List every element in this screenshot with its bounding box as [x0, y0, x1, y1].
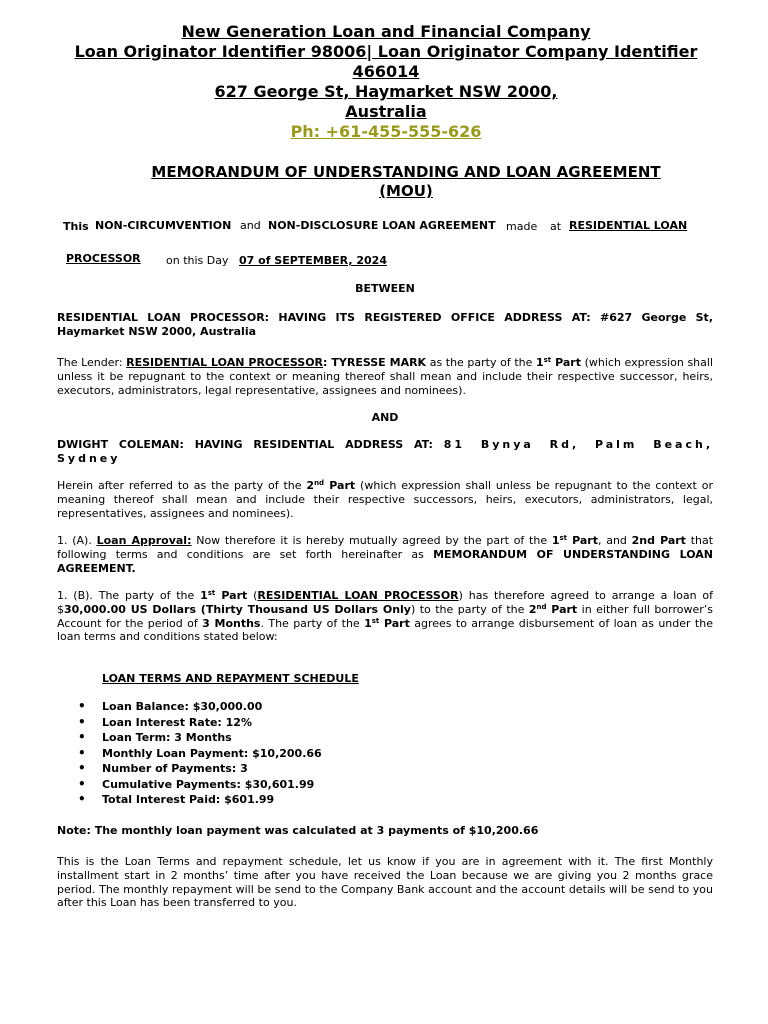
lender-rest: (which expression shall unless it be repugnant to the context or meaning thereof shall mean and include their respective successor, heirs, executors, administrators, legal representative, assignees and nominees). — [57, 356, 714, 397]
clause-b-number: 1. (B). The party of the — [57, 589, 201, 602]
clause-b-ordinal-2-suffix: nd — [536, 602, 547, 611]
herein-ordinal: 2 — [306, 479, 315, 492]
clause-a-ordinal: 1 — [551, 534, 560, 547]
schedule-title: LOAN TERMS AND REPAYMENT SCHEDULE — [102, 672, 359, 685]
clause-b-ordinal-3-suffix: st — [371, 616, 380, 625]
agreement-date: 07 of SEPTEMBER, 2024 — [239, 254, 387, 267]
intro-at: at — [550, 220, 562, 233]
intro-non-disclosure: NON-DISCLOSURE LOAN AGREEMENT — [268, 219, 496, 232]
letterhead — [40, 22, 732, 142]
bullet-icon: • — [78, 792, 86, 806]
lender-mid: as the party of the — [426, 356, 536, 369]
lender-prefix: The Lender: — [57, 356, 127, 369]
lender-paragraph — [57, 356, 713, 397]
lender-colon: : — [323, 356, 328, 369]
clause-a-paragraph — [57, 534, 713, 575]
clause-a-part-1: Part — [567, 534, 598, 547]
loan-interest-rate: Loan Interest Rate: 12% — [102, 715, 252, 729]
intro-non-circumvention: NON-CIRCUMVENTION — [95, 219, 232, 232]
identifier-line-1: Loan Originator Identifier 98006| Loan Originator Company Identifier — [74, 42, 698, 61]
clause-b-text-6: agrees to arrange disbursement of loan as under the loan terms and conditions stated below: — [57, 616, 713, 644]
and-separator: AND — [371, 411, 399, 424]
clause-a-part-2: 2nd Part — [631, 534, 686, 547]
clause-b-ordinal-1-suffix: st — [207, 589, 216, 597]
list-item — [57, 715, 322, 731]
herein-rest: (which expression shall unless be repugnant to the context or meaning thereof shall mean and include their respective successors, heirs, executors, administrators, legal, representatives, assignees and nominees). — [57, 479, 713, 520]
lender-ordinal-suffix: st — [543, 356, 552, 364]
herein-ordinal-suffix: nd — [314, 479, 325, 487]
borrower-label: DWIGHT COLEMAN: HAVING RESIDENTIAL ADDRESS AT: — [57, 438, 444, 451]
company-name: New Generation Loan and Financial Company — [181, 22, 591, 41]
list-item — [57, 746, 322, 762]
list-item — [57, 730, 322, 746]
clause-a-text-2: , and — [597, 534, 632, 547]
clause-a-mou: MEMORANDUM OF UNDERSTANDING LOAN AGREEMENT. — [57, 547, 713, 575]
title-line-1: MEMORANDUM OF UNDERSTANDING AND LOAN AGREEMENT — [151, 163, 661, 181]
note-line: Note: The monthly loan payment was calculated at 3 payments of $10,200.66 — [57, 824, 539, 837]
between-heading: BETWEEN — [355, 282, 415, 295]
lender-person: TYRESSE MARK — [327, 356, 427, 369]
clause-b-part-3: Part — [379, 616, 410, 630]
herein-part: Part — [324, 479, 356, 492]
lender-name: RESIDENTIAL LOAN PROCESSOR — [126, 356, 324, 369]
bullet-icon: • — [78, 714, 86, 729]
clause-b-part-1: Part — [215, 589, 248, 602]
address-line-2: Australia — [345, 102, 427, 121]
intro-and: and — [240, 219, 261, 232]
clause-b-text-5: . The party of the — [260, 616, 365, 630]
borrower-paragraph — [57, 438, 713, 466]
intro-place-1: RESIDENTIAL LOAN — [569, 219, 688, 232]
clause-b-period: 3 Months — [202, 616, 261, 630]
intro-place-2: PROCESSOR — [66, 252, 141, 265]
intro-this: This — [63, 220, 89, 233]
bullet-icon: • — [78, 730, 86, 744]
monthly-payment: Monthly Loan Payment: $10,200.66 — [102, 746, 322, 760]
clause-b-ordinal-1: 1 — [200, 589, 208, 602]
clause-a-title: Loan Approval: — [96, 534, 192, 547]
list-item — [57, 777, 322, 793]
clause-b-amount: 30,000.00 US Dollars (Thirty Thousand US Dollars Only — [64, 602, 411, 616]
list-item — [57, 761, 322, 777]
clause-b-ordinal-3: 1 — [364, 616, 372, 630]
clause-a-text-1: Now therefore it is hereby mutually agreed by the part of the — [191, 534, 552, 547]
total-interest: Total Interest Paid: $601.99 — [102, 793, 275, 806]
identifier-line-2: 466014 — [352, 62, 420, 81]
clause-a-text-3: that following terms and conditions are set forth hereinafter as — [57, 534, 714, 561]
lender-address-line-2: Haymarket NSW 2000, Australia — [57, 324, 257, 338]
bullet-icon: • — [78, 699, 86, 713]
clause-a-ordinal-suffix: st — [559, 534, 568, 542]
list-item — [57, 699, 322, 715]
clause-b-part-2: Part — [546, 602, 578, 616]
bullet-icon: • — [78, 776, 86, 791]
lender-address — [57, 311, 713, 339]
lender-part: Part — [551, 356, 581, 369]
intro-made: made — [506, 220, 538, 233]
closing-paragraph: This is the Loan Terms and repayment schedule, let us know if you are in agreement with it. The first Monthly installment start in 2 months’ time after you have received the Loan because we are giving you 2 months grace period. The monthly repayment will be send to the Company Bank account and the account details will be send to you after this Loan has been transferred to you. — [57, 855, 713, 910]
cumulative-payments: Cumulative Payments: $30,601.99 — [102, 777, 315, 791]
herein-paragraph — [57, 479, 713, 520]
number-of-payments: Number of Payments: 3 — [102, 762, 248, 775]
clause-b-paragraph — [57, 589, 713, 644]
address-line-1: 627 George St, Haymarket NSW 2000, — [214, 82, 558, 101]
bullet-icon: • — [78, 745, 86, 760]
document-title — [40, 163, 768, 201]
lender-ordinal: 1 — [535, 356, 544, 369]
loan-balance: Loan Balance: $30,000.00 — [102, 700, 263, 713]
title-line-2: (MOU) — [379, 182, 433, 200]
clause-b-text-2: ) has therefore agreed to arrange a loan of $ — [57, 589, 714, 616]
lender-address-line-1: RESIDENTIAL LOAN PROCESSOR: HAVING ITS REGISTERED OFFICE ADDRESS AT: #627 George St, — [57, 311, 713, 324]
bullet-icon: • — [78, 761, 86, 775]
clause-b-text-1: ( — [247, 589, 258, 602]
clause-b-text-4: in either full borrower’s Account for the period of — [57, 602, 713, 630]
list-item — [57, 792, 322, 808]
intro-on-day: on this Day — [166, 254, 229, 267]
clause-b-text-3: ) to the party of the — [410, 602, 529, 616]
herein-prefix: Herein after referred to as the party of the — [57, 479, 307, 492]
loan-terms-list — [57, 699, 322, 808]
loan-term: Loan Term: 3 Months — [102, 731, 232, 744]
phone-link[interactable]: Ph: +61-455-555-626 — [290, 122, 482, 141]
borrower-address: 81 Bynya Rd, Palm Beach, Sydney — [57, 438, 713, 465]
clause-b-ordinal-2: 2 — [528, 602, 537, 616]
clause-b-name: RESIDENTIAL LOAN PROCESSOR — [257, 589, 459, 602]
clause-a-number: 1. (A). — [57, 534, 97, 547]
